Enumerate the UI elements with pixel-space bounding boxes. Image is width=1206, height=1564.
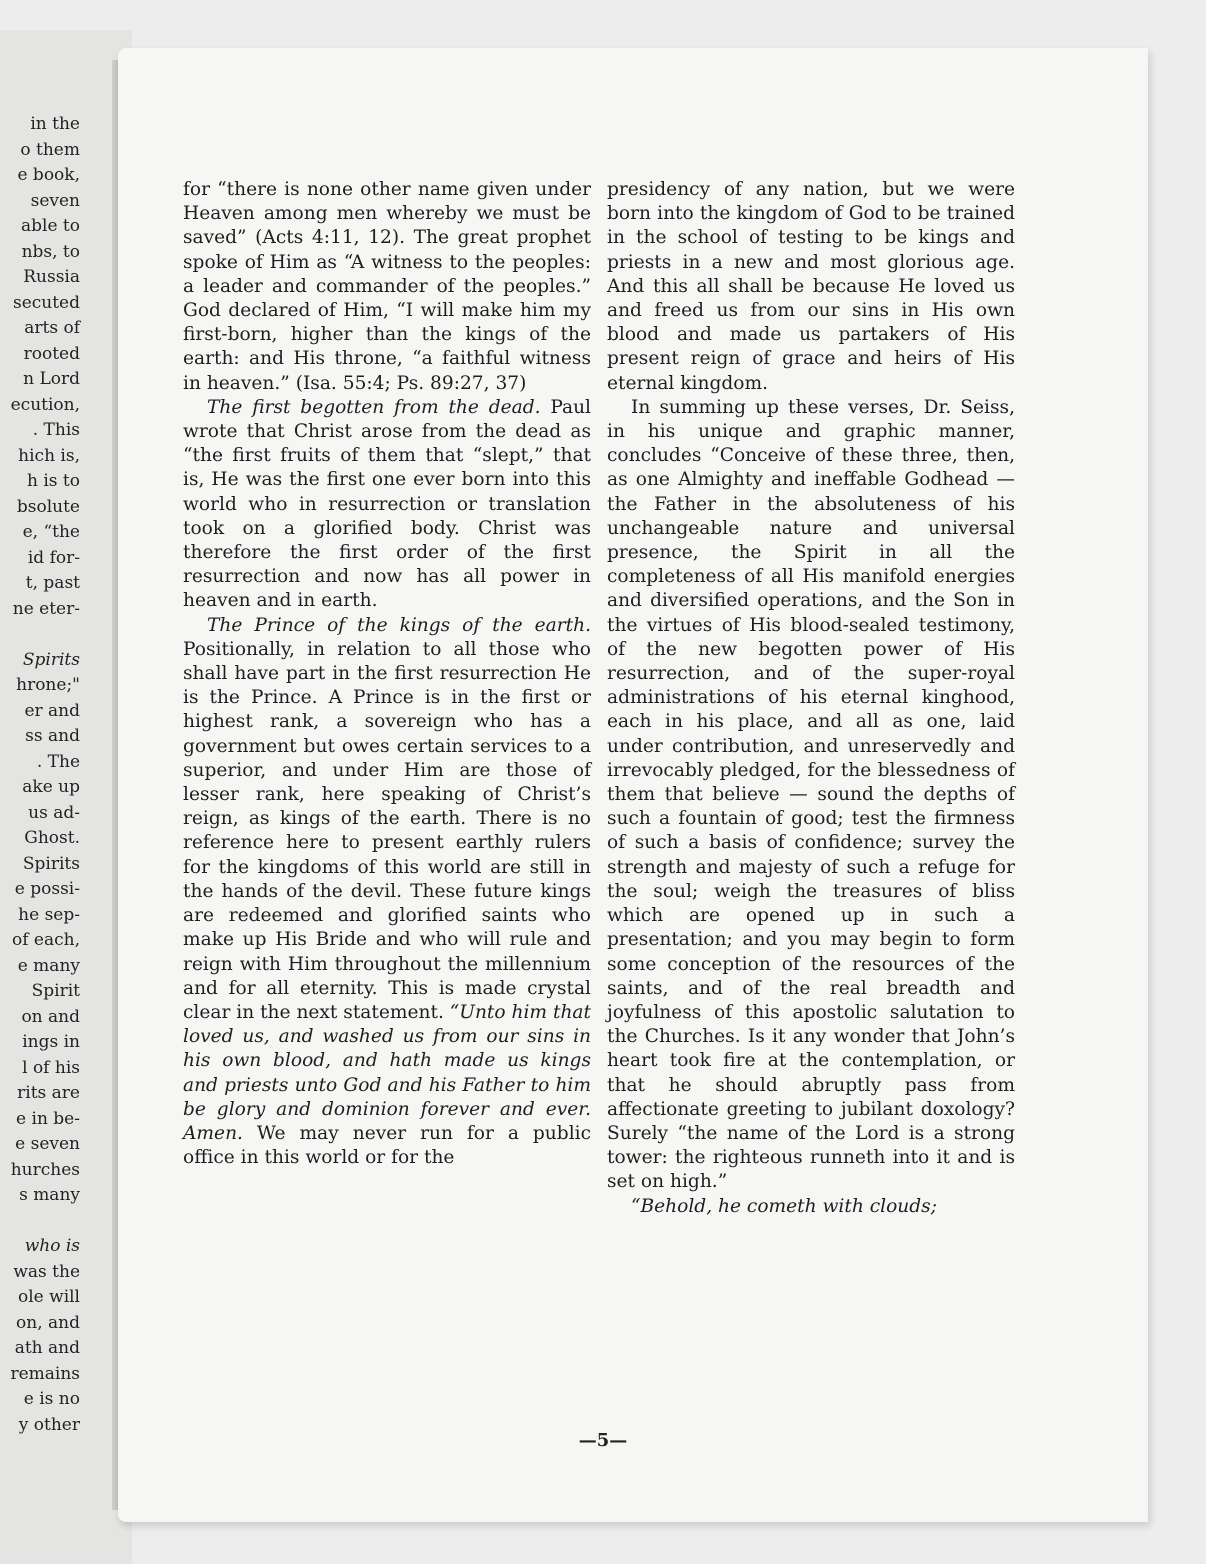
paragraph-text: Paul wrote that Christ arose from the dead as “the first fruits of them that “slept,” that is, He was the first one ever born into this world who in resurrection or translation took on a glorified body. Christ was therefore the first order of the first resurrection and now has all power in heaven and in earth. bbox=[183, 396, 592, 612]
left-page-text-fragment: ecution, bbox=[10, 394, 80, 415]
left-page-text-fragment: Spirit bbox=[31, 981, 80, 1001]
left-page-text-fragment: Spirits bbox=[22, 649, 80, 670]
paragraph bbox=[183, 614, 591, 1171]
left-page-text-fragment: arts of bbox=[24, 318, 80, 338]
left-page-text-fragment: bsolute bbox=[16, 496, 80, 517]
left-page-text-fragment: . The bbox=[36, 751, 80, 772]
left-page-text-fragment: y other bbox=[18, 1414, 80, 1435]
left-page-text-fragment: n Lord bbox=[23, 369, 80, 389]
left-page-text-fragment: e book, bbox=[17, 165, 80, 185]
paragraph: presidency of any nation, but we were born into the kingdom of God to be trained in the school of testing to be kings and priests in a new and most glorious age. And this all shall be because He loved us and freed us from our sins in His own blood and made us partakers of His present reign of grace and heirs of His eternal kingdom. bbox=[607, 179, 1015, 394]
left-page-text-fragment: in the bbox=[30, 114, 80, 134]
left-page-text-fragment: t, past bbox=[25, 573, 80, 593]
left-page-text-fragment: on, and bbox=[16, 1312, 80, 1333]
left-page-text-fragment: seven bbox=[30, 190, 80, 211]
page-number: —5— bbox=[578, 1430, 628, 1451]
left-page-text-fragment: e many bbox=[17, 955, 80, 976]
left-page-text-fragment: secuted bbox=[12, 292, 80, 313]
left-page-text-fragment: nbs, to bbox=[21, 241, 80, 262]
paragraph: In summing up these verses, Dr. Seiss, in his unique and graphic manner, concludes “Conceive of these three, then, as one Almighty and ineffable Godhead — the Father in the absoluteness of his unchangeable nature and universal presence, the Spirit in all the completeness of all His manifold energies and diversified operations, and the Son in the virtues of His blood-sealed testimony, of the new begotten power of His resurrection, and of the super-royal administrations of his eternal kinghood, each in his place, and all as one, laid under contribution, and unreservedly and irrevocably pledged, for the blessedness of them that believe — sound the depths of such a fountain of good; test the firmness of such a basis of confidence; survey the strength and majesty of such a refuge for the soul; weigh the treasures of bliss which are opened up in such a presentation; and you may begin to form some conception of the resources of the saints, and of the real breadth and joyfulness of this apostolic salutation to the Churches. Is it any wonder that John’s heart took fire at the contemplation, or that he should abruptly pass from affectionate greeting to jubilant doxology? Surely “the name of the Lord is a strong tower: the righteous runneth into it and is set on high.” bbox=[607, 396, 1015, 1193]
left-page-text-fragment: e is no bbox=[23, 1389, 80, 1409]
left-page-text-fragment: he sep- bbox=[18, 904, 80, 925]
left-page-text-fragment: id for- bbox=[27, 547, 80, 568]
paragraph-text: We may never run for a public office in this world or for the bbox=[183, 1122, 591, 1169]
left-page-text-fragment: ole will bbox=[18, 1287, 80, 1307]
left-page-text-fragment: remains bbox=[10, 1363, 80, 1384]
left-page-text-fragment: hurches bbox=[10, 1159, 80, 1180]
left-page-text-fragment: er and bbox=[24, 700, 80, 721]
left-page-text-fragment: ne eter- bbox=[12, 598, 80, 619]
left-page-text-fragment: hich is, bbox=[18, 445, 80, 466]
left-page-text-fragment: l of his bbox=[22, 1057, 80, 1078]
paragraph-text: Positionally, in relation to all those who shall have part in the first resurrection He is the Prince. A Prince is in the first or highest rank, a sovereign who has a government but owes certain services to a superior, and under Him are those of lesser rank, here speaking of Christ’s reign, as kings of the earth. There is no reference here to present earthly rulers for the kingdoms of this world are still in the hands of the devil. These future kings are redeemed and glorified saints who make up His Bride and who will rule and reign with Him throughout the millennium and for all eternity. This is made crystal clear in the next statement. bbox=[183, 638, 591, 1023]
left-page-text-fragment: who is bbox=[24, 1236, 80, 1256]
scripture-quote: “Unto him that loved us, and washed us from our sins in his own blood, and hath made us kings and priests unto God and his Father to him be glory and dominion forever and ever. Amen. bbox=[183, 1001, 591, 1144]
left-page-text-fragment: ake up bbox=[22, 777, 80, 797]
left-page-text-fragment: ings in bbox=[22, 1032, 80, 1052]
left-page-text-fragment: ss and bbox=[25, 726, 80, 746]
left-page-text-fragment: able to bbox=[21, 216, 80, 236]
left-page-text-fragment: Ghost. bbox=[24, 828, 80, 848]
left-page-text-fragment: rooted bbox=[23, 343, 80, 364]
left-page-text-fragment: e, “the bbox=[22, 522, 80, 542]
left-page-text-fragment: rits are bbox=[17, 1083, 80, 1103]
left-page-text-fragment: e in be- bbox=[16, 1108, 80, 1129]
paragraph: for “there is none other name given under Heaven among men whereby we must be saved” (Acts 4:11, 12). The great prophet spoke of Him as “A witness to the peoples: a leader and commander of the peoples.” God declared of Him, “I will make him my first-born, higher than the kings of the earth: and His throne, “a faithful witness in heaven.” (Isa. 55:4; Ps. 89:27, 37) bbox=[183, 179, 591, 394]
left-page-text-fragment: o them bbox=[20, 139, 80, 160]
left-page-text-fragment: us ad- bbox=[28, 802, 80, 823]
left-page-text-fragment: Spirits bbox=[22, 853, 80, 874]
left-page-text-fragment: . This bbox=[32, 420, 80, 440]
run-in-heading: The Prince of the kings of the earth. bbox=[207, 614, 591, 636]
run-in-heading: The first begotten from the dead. bbox=[207, 396, 541, 418]
left-page-text-fragment: was the bbox=[13, 1261, 80, 1282]
left-page-text-fragment: Russia bbox=[23, 267, 80, 287]
right-column bbox=[607, 178, 1015, 1219]
left-page-text-fragment: s many bbox=[19, 1185, 80, 1205]
scripture-quote: “Behold, he cometh with clouds; bbox=[631, 1195, 937, 1217]
left-page-text-fragment: h is to bbox=[27, 471, 80, 491]
paragraph bbox=[183, 396, 591, 614]
left-page-text-fragment: e seven bbox=[15, 1134, 80, 1154]
left-column bbox=[183, 178, 591, 1170]
left-page-text-fragment: on and bbox=[21, 1006, 80, 1027]
left-page-text-fragment: hrone;" bbox=[16, 675, 80, 695]
left-page-text-fragment: e possi- bbox=[14, 879, 80, 899]
left-page-text-fragment: ath and bbox=[14, 1338, 80, 1358]
left-page-text-fragment: of each, bbox=[12, 930, 80, 950]
